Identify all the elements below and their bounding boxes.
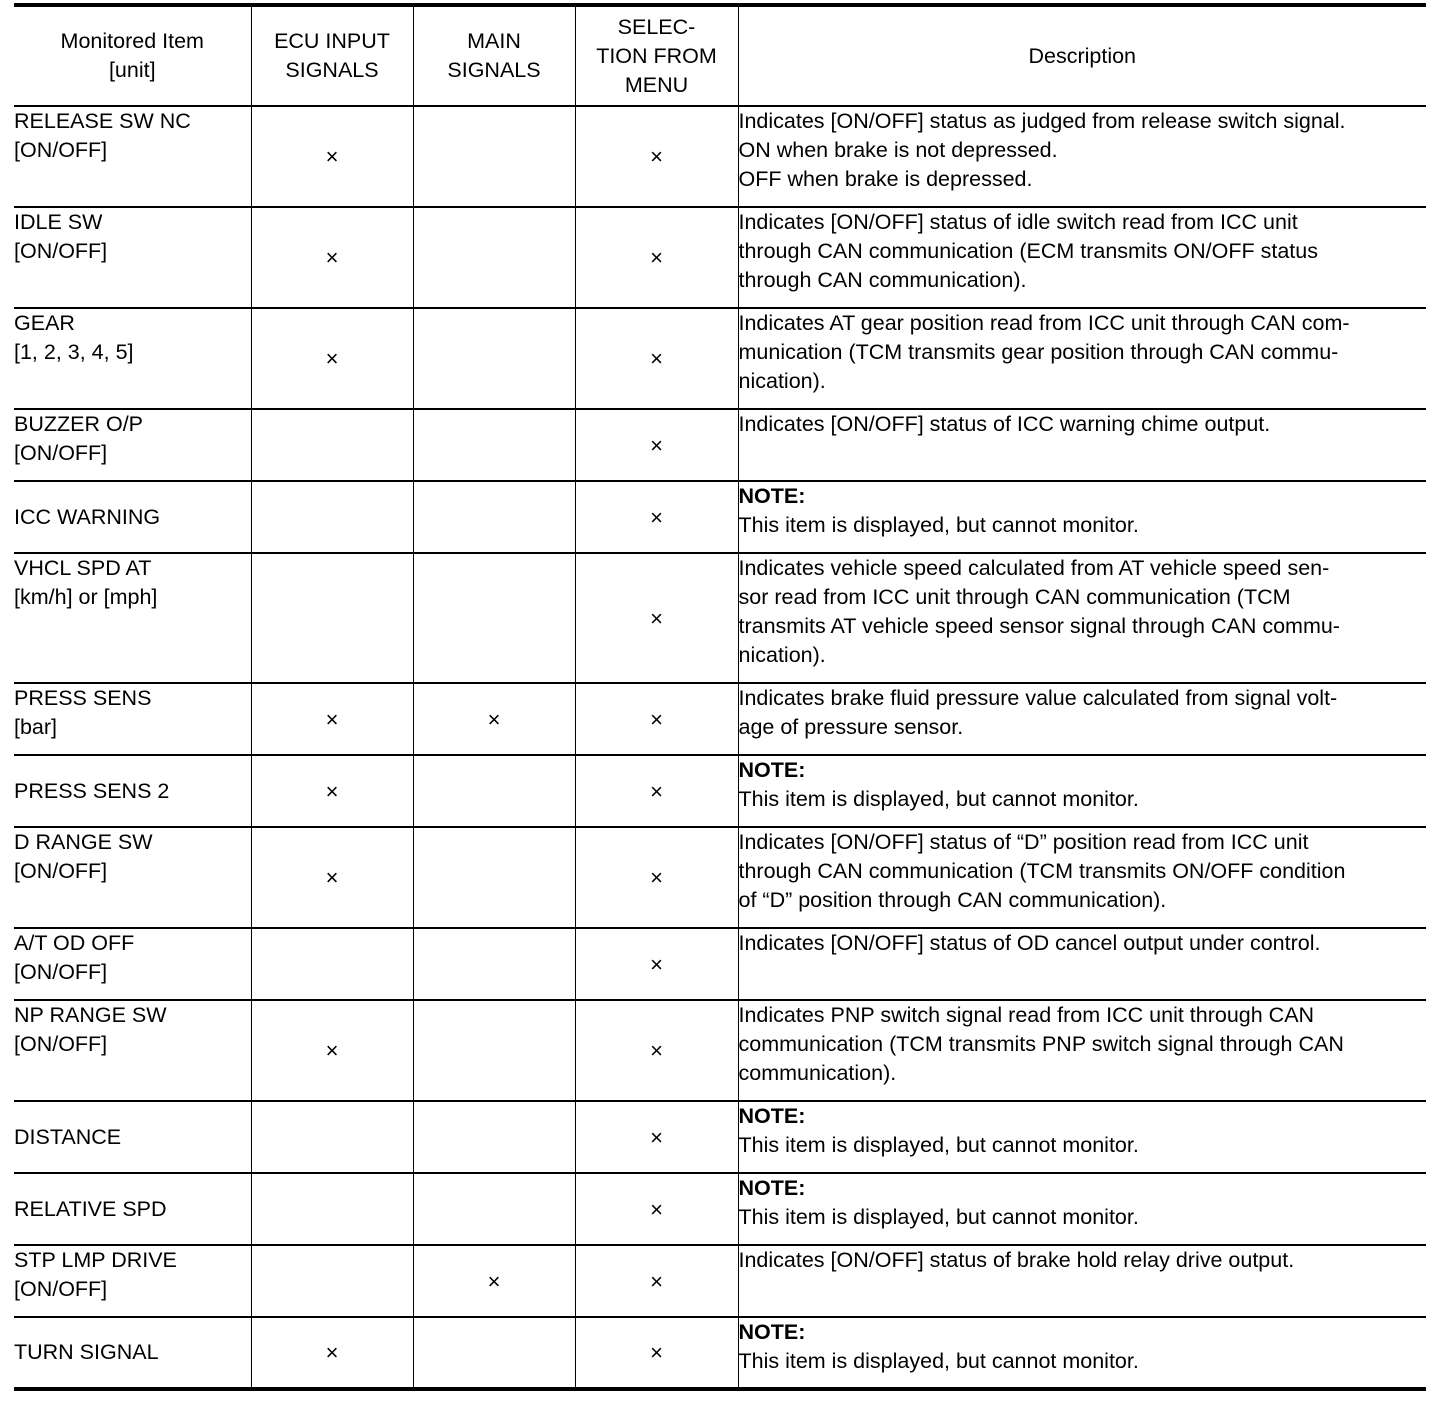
- check-mark: ×: [325, 144, 339, 169]
- item-name: NP RANGE SW: [14, 1003, 167, 1027]
- table-row: [14, 1173, 1426, 1245]
- item-unit: [ON/OFF]: [14, 960, 108, 984]
- table-row: [14, 409, 1426, 481]
- cell-monitored-item: [14, 409, 251, 481]
- check-mark: ×: [650, 432, 663, 458]
- description-line: of “D” position through CAN communication).: [738, 888, 1167, 912]
- cell-description: [738, 928, 1426, 1000]
- table-row: [14, 553, 1426, 683]
- cell-description: [738, 207, 1426, 308]
- cell-main-signals: [413, 481, 575, 553]
- table-row: [14, 106, 1426, 207]
- cell-main-signals: [413, 755, 575, 827]
- table-row: [14, 928, 1426, 1000]
- description-line: through CAN communication (TCM transmits ON/OFF condition: [738, 859, 1346, 883]
- cell-monitored-item: [14, 928, 251, 1000]
- cell-selection-from-menu: [575, 928, 738, 1000]
- cell-selection-from-menu: [575, 409, 738, 481]
- item-name: DISTANCE: [14, 1124, 122, 1149]
- table-row: [14, 481, 1426, 553]
- description-line: Indicates PNP switch signal read from ICC unit through CAN: [738, 1003, 1315, 1027]
- item-name: PRESS SENS 2: [14, 778, 170, 803]
- description-line: Indicates AT gear position read from ICC unit through CAN com-: [738, 311, 1350, 335]
- table-row: [14, 1317, 1426, 1389]
- header-ecu-input-line2: SIGNALS: [285, 58, 379, 82]
- item-name: PRESS SENS: [14, 686, 152, 710]
- description-line: Indicates [ON/OFF] status of brake hold relay drive output.: [738, 1248, 1295, 1272]
- check-mark: ×: [325, 706, 339, 732]
- header-row: [14, 5, 1426, 106]
- cell-ecu-input-signals: [251, 1173, 413, 1245]
- check-mark: ×: [650, 1038, 663, 1063]
- description-line: Indicates vehicle speed calculated from AT vehicle speed sen-: [738, 556, 1330, 580]
- cell-monitored-item: [14, 1245, 251, 1317]
- header-selection-from-menu: [575, 5, 738, 106]
- check-mark: ×: [650, 1268, 663, 1294]
- cell-description: [738, 1317, 1426, 1389]
- note-label: NOTE:: [738, 1176, 806, 1200]
- cell-main-signals: [413, 553, 575, 683]
- cell-ecu-input-signals: [251, 106, 413, 207]
- cell-ecu-input-signals: [251, 1317, 413, 1389]
- cell-ecu-input-signals: [251, 1000, 413, 1101]
- description-line: sor read from ICC unit through CAN communication (TCM: [738, 585, 1291, 609]
- cell-monitored-item: [14, 553, 251, 683]
- cell-description: [738, 683, 1426, 755]
- cell-selection-from-menu: [575, 106, 738, 207]
- item-unit: [bar]: [14, 715, 58, 739]
- item-name: RELEASE SW NC: [14, 109, 191, 133]
- item-name: A/T OD OFF: [14, 931, 135, 955]
- cell-selection-from-menu: [575, 207, 738, 308]
- header-main-line1: MAIN: [467, 29, 521, 53]
- item-unit: [ON/OFF]: [14, 138, 108, 162]
- cell-selection-from-menu: [575, 481, 738, 553]
- header-description-label: Description: [1028, 43, 1137, 68]
- check-mark: ×: [325, 346, 339, 371]
- cell-main-signals: [413, 1000, 575, 1101]
- header-selection-line2: TION FROM: [596, 43, 717, 68]
- cell-description: [738, 481, 1426, 553]
- cell-selection-from-menu: [575, 683, 738, 755]
- description-line: Indicates brake fluid pressure value calculated from signal volt-: [738, 686, 1338, 710]
- table-row: [14, 827, 1426, 928]
- description-line: OFF when brake is depressed.: [738, 167, 1033, 191]
- cell-main-signals: [413, 1101, 575, 1173]
- cell-description: [738, 308, 1426, 409]
- cell-description: [738, 553, 1426, 683]
- header-unit-label: [unit]: [108, 58, 156, 82]
- item-name: D RANGE SW: [14, 830, 153, 854]
- description-line: communication (TCM transmits PNP switch signal through CAN: [738, 1032, 1344, 1056]
- description-line: Indicates [ON/OFF] status of idle switch read from ICC unit: [738, 210, 1298, 234]
- header-selection-line3: MENU: [624, 72, 689, 97]
- cell-ecu-input-signals: [251, 827, 413, 928]
- check-mark: ×: [650, 706, 663, 732]
- cell-selection-from-menu: [575, 1317, 738, 1389]
- table-row: [14, 1245, 1426, 1317]
- cell-monitored-item: [14, 207, 251, 308]
- description-line: through CAN communication).: [738, 268, 1027, 292]
- note-text: This item is displayed, but cannot monitor.: [738, 1349, 1139, 1373]
- item-unit: [1, 2, 3, 4, 5]: [14, 340, 134, 364]
- cell-description: [738, 106, 1426, 207]
- cell-selection-from-menu: [575, 553, 738, 683]
- note-label: NOTE:: [738, 1320, 806, 1344]
- description-line: nication).: [738, 643, 826, 667]
- cell-monitored-item: [14, 755, 251, 827]
- table-row: [14, 308, 1426, 409]
- item-unit: [ON/OFF]: [14, 859, 108, 883]
- header-ecu-input-line1: ECU INPUT: [274, 29, 390, 53]
- item-name: VHCL SPD AT: [14, 556, 152, 580]
- check-mark: ×: [650, 346, 663, 371]
- description-line: communication).: [738, 1061, 897, 1085]
- description-line: Indicates [ON/OFF] status of OD cancel output under control.: [738, 931, 1321, 955]
- note-text: This item is displayed, but cannot monitor.: [738, 787, 1139, 811]
- table-row: [14, 755, 1426, 827]
- cell-main-signals: [413, 106, 575, 207]
- note-label: NOTE:: [738, 484, 806, 508]
- cell-monitored-item: [14, 106, 251, 207]
- cell-description: [738, 1101, 1426, 1173]
- cell-description: [738, 827, 1426, 928]
- header-ecu-input-signals: [251, 5, 413, 106]
- cell-main-signals: [413, 1173, 575, 1245]
- cell-description: [738, 755, 1426, 827]
- item-name: GEAR: [14, 311, 75, 335]
- header-monitored-item-label: Monitored Item: [60, 29, 204, 53]
- cell-ecu-input-signals: [251, 1101, 413, 1173]
- cell-ecu-input-signals: [251, 755, 413, 827]
- cell-monitored-item: [14, 308, 251, 409]
- description-line: Indicates [ON/OFF] status of “D” position read from ICC unit: [738, 830, 1309, 854]
- cell-ecu-input-signals: [251, 553, 413, 683]
- check-mark: ×: [325, 1038, 339, 1063]
- item-name: STP LMP DRIVE: [14, 1248, 177, 1272]
- description-line: Indicates [ON/OFF] status as judged from release switch signal.: [738, 109, 1346, 133]
- check-mark: ×: [487, 1268, 501, 1294]
- cell-main-signals: [413, 1245, 575, 1317]
- item-unit: [ON/OFF]: [14, 441, 108, 465]
- note-text: This item is displayed, but cannot monitor.: [738, 1205, 1139, 1229]
- cell-main-signals: [413, 1317, 575, 1389]
- description-line: munication (TCM transmits gear position through CAN commu-: [738, 340, 1339, 364]
- item-unit: [ON/OFF]: [14, 1277, 108, 1301]
- cell-monitored-item: [14, 1317, 251, 1389]
- cell-monitored-item: [14, 683, 251, 755]
- cell-ecu-input-signals: [251, 481, 413, 553]
- check-mark: ×: [650, 1196, 663, 1222]
- note-text: This item is displayed, but cannot monitor.: [738, 1133, 1139, 1157]
- cell-main-signals: [413, 827, 575, 928]
- check-mark: ×: [650, 605, 663, 631]
- item-name: RELATIVE SPD: [14, 1196, 167, 1221]
- description-line: ON when brake is not depressed.: [738, 138, 1058, 162]
- note-label: NOTE:: [738, 758, 806, 782]
- table-body: [14, 106, 1426, 1389]
- description-line: Indicates [ON/OFF] status of ICC warning chime output.: [738, 412, 1271, 436]
- description-line: age of pressure sensor.: [738, 715, 964, 739]
- check-mark: ×: [325, 778, 339, 804]
- header-selection-line1: SELEC-: [617, 14, 696, 39]
- table-row: [14, 207, 1426, 308]
- cell-ecu-input-signals: [251, 928, 413, 1000]
- cell-main-signals: [413, 683, 575, 755]
- note-text: This item is displayed, but cannot monitor.: [738, 513, 1139, 537]
- cell-ecu-input-signals: [251, 308, 413, 409]
- cell-monitored-item: [14, 481, 251, 553]
- check-mark: ×: [650, 1124, 663, 1150]
- table-row: [14, 683, 1426, 755]
- item-name: IDLE SW: [14, 210, 103, 234]
- cell-description: [738, 1000, 1426, 1101]
- cell-description: [738, 409, 1426, 481]
- cell-ecu-input-signals: [251, 409, 413, 481]
- check-mark: ×: [650, 865, 663, 890]
- cell-monitored-item: [14, 827, 251, 928]
- cell-selection-from-menu: [575, 1245, 738, 1317]
- check-mark: ×: [650, 1340, 663, 1365]
- cell-selection-from-menu: [575, 1173, 738, 1245]
- cell-selection-from-menu: [575, 308, 738, 409]
- item-name: BUZZER O/P: [14, 412, 144, 436]
- monitored-items-table: [14, 3, 1426, 1391]
- check-mark: ×: [650, 504, 663, 530]
- cell-description: [738, 1245, 1426, 1317]
- item-unit: [ON/OFF]: [14, 1032, 108, 1056]
- cell-selection-from-menu: [575, 755, 738, 827]
- check-mark: ×: [650, 951, 663, 977]
- cell-main-signals: [413, 928, 575, 1000]
- cell-ecu-input-signals: [251, 683, 413, 755]
- item-unit: [ON/OFF]: [14, 239, 108, 263]
- check-mark: ×: [487, 706, 501, 732]
- cell-ecu-input-signals: [251, 1245, 413, 1317]
- item-name: ICC WARNING: [14, 504, 161, 529]
- description-line: nication).: [738, 369, 826, 393]
- description-line: through CAN communication (ECM transmits ON/OFF status: [738, 239, 1318, 263]
- cell-ecu-input-signals: [251, 207, 413, 308]
- check-mark: ×: [650, 778, 663, 804]
- cell-main-signals: [413, 308, 575, 409]
- table-row: [14, 1000, 1426, 1101]
- cell-main-signals: [413, 207, 575, 308]
- check-mark: ×: [325, 865, 339, 890]
- cell-selection-from-menu: [575, 1101, 738, 1173]
- check-mark: ×: [325, 245, 339, 270]
- table-header: [14, 5, 1426, 106]
- cell-description: [738, 1173, 1426, 1245]
- cell-main-signals: [413, 409, 575, 481]
- note-label: NOTE:: [738, 1104, 806, 1128]
- check-mark: ×: [325, 1340, 339, 1365]
- check-mark: ×: [650, 144, 663, 169]
- cell-selection-from-menu: [575, 827, 738, 928]
- cell-selection-from-menu: [575, 1000, 738, 1101]
- table-row: [14, 1101, 1426, 1173]
- cell-monitored-item: [14, 1000, 251, 1101]
- header-main-signals: [413, 5, 575, 106]
- cell-monitored-item: [14, 1101, 251, 1173]
- header-description: [738, 5, 1426, 106]
- cell-monitored-item: [14, 1173, 251, 1245]
- header-main-line2: SIGNALS: [447, 58, 541, 82]
- item-unit: [km/h] or [mph]: [14, 585, 158, 609]
- description-line: transmits AT vehicle speed sensor signal through CAN commu-: [738, 614, 1340, 638]
- check-mark: ×: [650, 245, 663, 270]
- item-name: TURN SIGNAL: [14, 1340, 159, 1364]
- header-monitored-item: [14, 5, 251, 106]
